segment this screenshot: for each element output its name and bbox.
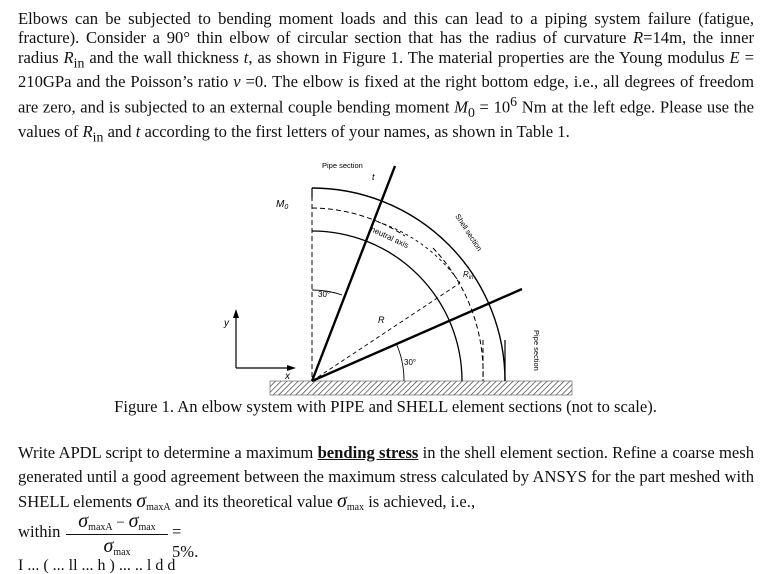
formula-rhs: = 5%. bbox=[172, 522, 199, 561]
inner-arc bbox=[312, 231, 462, 381]
upper-section-line bbox=[312, 166, 395, 381]
task-statement: Write APDL script to determine a maximum bending stress in the shell element section. Refine a coarse mesh generated until a good agreement between the maximum stress calculated by ANSYS for the part meshed with SHELL elements $\sigma_{maxA}$ and its theoretical value $\sigma_{max}$ is achieved, i.e., bbox=[18, 443, 754, 513]
thickness-label: t bbox=[372, 172, 375, 182]
x-label: x bbox=[285, 371, 290, 382]
moment-label: $M_0$ bbox=[276, 199, 289, 211]
cut-off-line: I ... ( ... ll ... h ) ... .. l d d bbox=[18, 557, 176, 574]
fraction-numerator: $\sigma_{maxA} - \sigma_{max}$ bbox=[66, 510, 168, 535]
figure-caption: Figure 1. An elbow system with PIPE and SHELL element sections (not to scale). bbox=[114, 397, 657, 416]
problem-statement: Elbows can be subjected to bending moment loads and this can lead to a piping system failure (fatigue, fracture). Consider a 90° thin elbow of circular section that has the radius of curvature R=14m, the inner radius $R_{in}$ and the wall thickness t, as shown in Figure 1. The material properties are the Young modulus E = 210GPa and the Poisson’s ratio ν =0. The elbow is fixed at the right bottom edge, i.e., all degrees of freedom are zero, and is subjected to an external couple bending moment $M_0 = 10^6$ Nm at the left edge. Please use the values of $R_{in}$ and t according to the first letters of your names, as shown in Table 1. bbox=[18, 9, 754, 144]
radius-label: R bbox=[378, 315, 385, 325]
shell-section-label: Shell section bbox=[453, 212, 485, 253]
lower-section-line bbox=[312, 289, 522, 381]
angle-bottom-label: 30° bbox=[404, 358, 417, 367]
inner-dashed-arc bbox=[433, 248, 483, 381]
radius-line bbox=[312, 283, 460, 381]
angle-top-label: 30° bbox=[318, 290, 331, 299]
angle-arc-bottom bbox=[396, 343, 404, 381]
neutral-axis-label: neutral axis bbox=[369, 224, 411, 251]
rin-label: $R_{in}$ bbox=[463, 270, 474, 281]
outer-arc bbox=[312, 188, 505, 381]
fraction bbox=[66, 510, 168, 558]
within-label: within bbox=[18, 522, 61, 541]
y-label: y bbox=[224, 318, 229, 329]
fraction-denominator: $\sigma_{max}$ bbox=[103, 535, 131, 558]
pipe-section-top-label: Pipe section bbox=[322, 161, 363, 170]
bending-stress-emphasis: bending stress bbox=[317, 443, 419, 462]
pipe-section-right-label: Pipe section bbox=[532, 330, 541, 371]
y-axis-arrow bbox=[233, 309, 239, 318]
ground-hatch bbox=[270, 381, 572, 395]
